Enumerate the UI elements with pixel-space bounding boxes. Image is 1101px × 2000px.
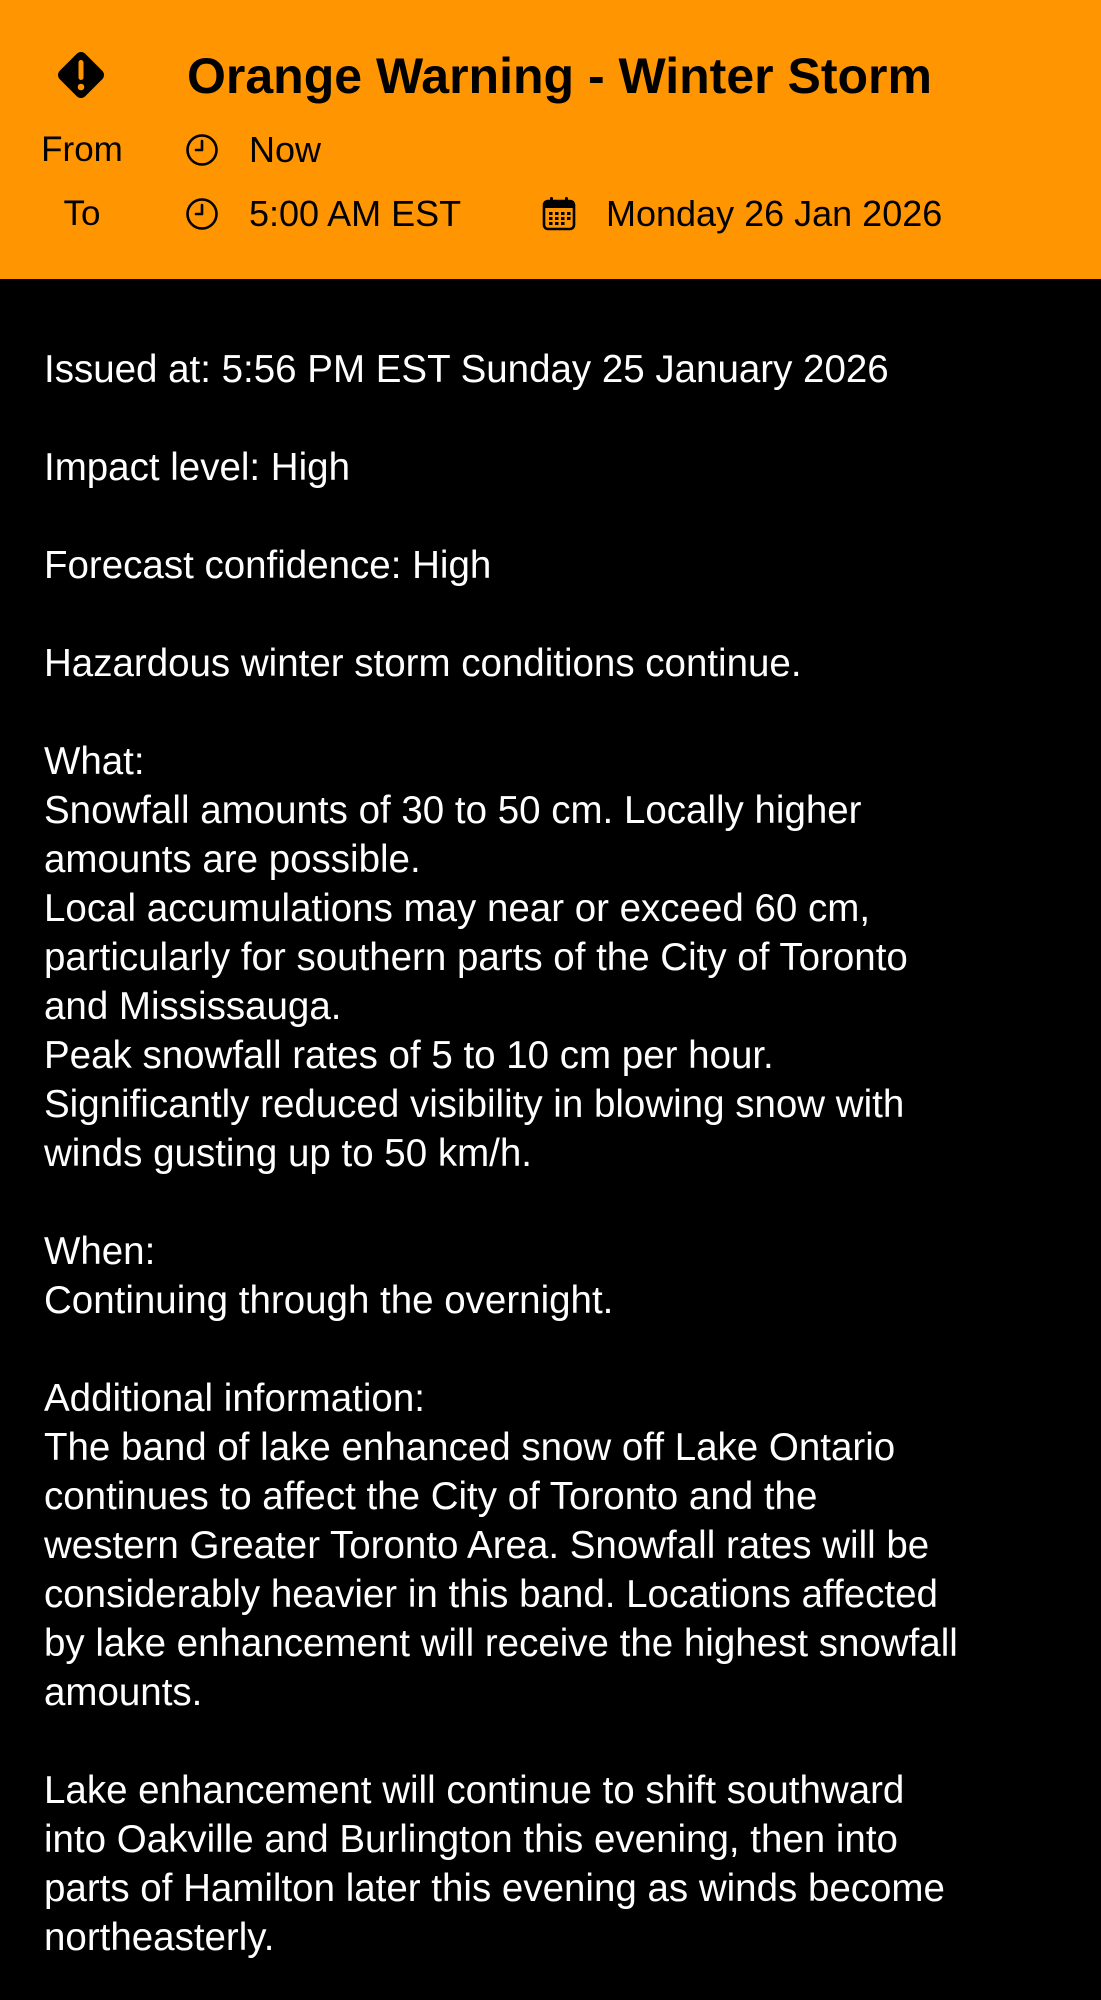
what-text-line: and Mississauga.: [44, 985, 342, 1028]
additional-info-line: Lake enhancement will continue to shift southward: [44, 1769, 905, 1812]
what-text-line: Peak snowfall rates of 5 to 10 cm per hour.: [44, 1034, 774, 1077]
additional-info-line: The band of lake enhanced snow off Lake Ontario: [44, 1426, 896, 1469]
additional-info-heading: Additional information:: [44, 1377, 425, 1420]
what-text-line: Local accumulations may near or exceed 60 cm,: [44, 887, 871, 930]
to-time: 5:00 AM EST: [249, 193, 462, 234]
what-text-line: amounts are possible.: [44, 838, 421, 881]
blank-line: [44, 1325, 1064, 1374]
to-date: Monday 26 Jan 2026: [606, 193, 943, 234]
when-heading: When:: [44, 1230, 156, 1273]
warning-title: Orange Warning - Winter Storm: [187, 48, 932, 104]
additional-info-line: considerably heavier in this band. Locations affected: [44, 1573, 938, 1616]
what-text-line: particularly for southern parts of the City of Toronto: [44, 936, 908, 979]
blank-line: [44, 1717, 1064, 1766]
blank-line: [44, 590, 1064, 639]
summary-line: Hazardous winter storm conditions continue.: [44, 642, 802, 685]
blank-line: [44, 1178, 1064, 1227]
additional-info-line: into Oakville and Burlington this evening, then into: [44, 1818, 898, 1861]
from-label: From: [41, 130, 123, 169]
additional-info-line: continues to affect the City of Toronto and the: [44, 1475, 818, 1518]
additional-info-line: amounts.: [44, 1671, 203, 1714]
diamond-exclamation-icon: [52, 46, 110, 104]
clock-icon: [185, 133, 219, 167]
what-text-line: Snowfall amounts of 30 to 50 cm. Locally higher: [44, 789, 862, 832]
to-label: To: [63, 194, 101, 233]
calendar-icon: [542, 196, 576, 232]
additional-info-line: parts of Hamilton later this evening as winds become: [44, 1867, 945, 1910]
from-value: Now: [249, 129, 322, 170]
additional-info-line: northeasterly.: [44, 1916, 275, 1959]
what-text-line: Significantly reduced visibility in blowing snow with: [44, 1083, 905, 1126]
additional-info-line: by lake enhancement will receive the highest snowfall: [44, 1622, 958, 1665]
warning-details: [44, 345, 1064, 1962]
blank-line: [44, 688, 1064, 737]
what-heading: What:: [44, 740, 145, 783]
blank-line: [44, 394, 1064, 443]
forecast-confidence-line: Forecast confidence: High: [44, 544, 492, 587]
warning-header: [0, 0, 1101, 279]
issued-at-line: Issued at: 5:56 PM EST Sunday 25 January 2026: [44, 348, 889, 391]
additional-info-line: western Greater Toronto Area. Snowfall rates will be: [44, 1524, 930, 1567]
clock-icon: [185, 197, 219, 231]
what-text-line: winds gusting up to 50 km/h.: [44, 1132, 532, 1175]
when-text-line: Continuing through the overnight.: [44, 1279, 614, 1322]
blank-line: [44, 492, 1064, 541]
impact-level-line: Impact level: High: [44, 446, 350, 489]
